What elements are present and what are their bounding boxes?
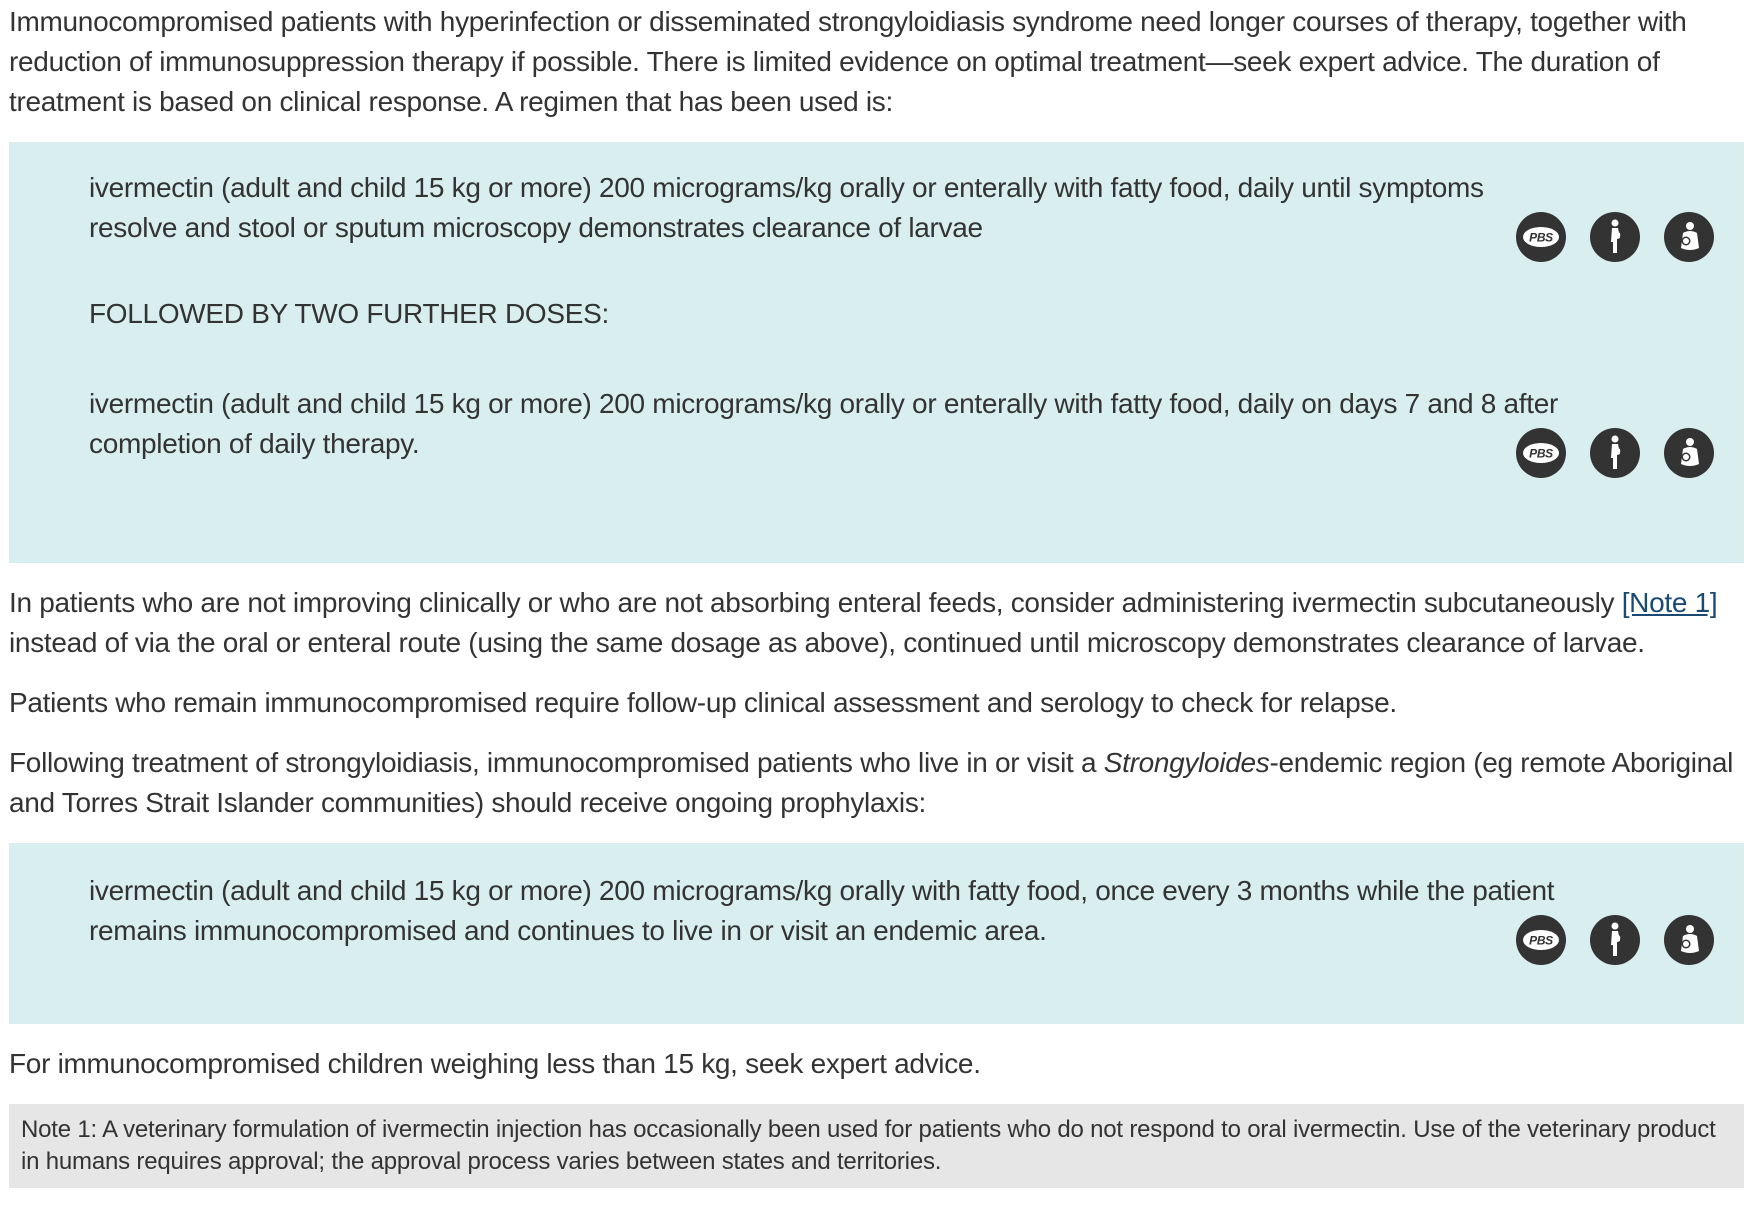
pbs-icon-label: PBS xyxy=(1529,446,1553,461)
note-1-link[interactable]: [Note 1] xyxy=(1621,587,1718,618)
note-1-text: Note 1: A veterinary formulation of ivermectin injection has occasionally been used for patients who do not respond to oral ivermectin. Use of the veterinary product in humans requires approval; the approval process varies between states and territories. xyxy=(21,1116,1716,1175)
subcutaneous-paragraph xyxy=(9,583,1744,663)
subcutaneous-text-end: instead of via the oral or enteral route (using the same dosage as above), continued until microscopy demonstrates clearance of larvae. xyxy=(9,627,1645,658)
note-1-box xyxy=(9,1104,1744,1188)
regimen-item-daily: ivermectin (adult and child 15 kg or more) 200 micrograms/kg orally or enterally with fatty food, daily until symptoms resolve and stool or sputum microscopy demonstrates clearance of larvae xyxy=(89,172,1484,243)
followed-by-label: FOLLOWED BY TWO FURTHER DOSES: xyxy=(89,298,609,329)
intro-paragraph: Immunocompromised patients with hyperinfection or disseminated strongyloidiasis syndrome need longer courses of therapy, together with reduction of immunosuppression therapy if possible. There is limited evidence on optimal treatment—seek expert advice. The duration of treatment is based on clinical response. A regimen that has been used is: xyxy=(9,6,1687,117)
regimen-box-prophylaxis xyxy=(9,843,1744,1024)
children-paragraph: For immunocompromised children weighing less than 15 kg, seek expert advice. xyxy=(9,1048,981,1079)
prophylaxis-paragraph xyxy=(9,743,1744,823)
pregnancy-icon[interactable] xyxy=(1590,915,1640,965)
regimen-box-hyperinfection xyxy=(9,142,1744,563)
pbs-icon-label: PBS xyxy=(1529,933,1553,948)
regimen-icons xyxy=(1516,428,1714,478)
breastfeeding-icon[interactable] xyxy=(1664,212,1714,262)
pbs-icon[interactable] xyxy=(1516,915,1566,965)
breastfeeding-icon[interactable] xyxy=(1664,428,1714,478)
prophylaxis-text-end: -endemic region (eg remote Aboriginal and Torres Strait Islander communities) should receive ongoing prophylaxis: xyxy=(9,747,1734,818)
pbs-icon[interactable] xyxy=(1516,212,1566,262)
regimen-item-further-doses: ivermectin (adult and child 15 kg or more) 200 micrograms/kg orally or enterally with fatty food, daily on days 7 and 8 after completion of daily therapy. xyxy=(89,388,1558,459)
guideline-content xyxy=(9,0,1744,1188)
regimen-icons xyxy=(1516,212,1714,262)
pbs-icon-label: PBS xyxy=(1529,230,1553,245)
regimen-icons xyxy=(1516,915,1714,965)
pregnancy-icon[interactable] xyxy=(1590,212,1640,262)
follow-up-paragraph: Patients who remain immunocompromised require follow-up clinical assessment and serology to check for relapse. xyxy=(9,687,1397,718)
strongyloides-italic: Strongyloides xyxy=(1103,747,1270,778)
breastfeeding-icon[interactable] xyxy=(1664,915,1714,965)
pbs-icon[interactable] xyxy=(1516,428,1566,478)
regimen-item-prophylaxis: ivermectin (adult and child 15 kg or more) 200 micrograms/kg orally with fatty food, once every 3 months while the patient remains immunocompromised and continues to live in or visit an endemic area. xyxy=(89,875,1555,946)
subcutaneous-text-start: In patients who are not improving clinically or who are not absorbing enteral feeds, consider administering ivermectin subcutaneously xyxy=(9,587,1622,618)
prophylaxis-text-start: Following treatment of strongyloidiasis, immunocompromised patients who live in or visit a xyxy=(9,747,1104,778)
pregnancy-icon[interactable] xyxy=(1590,428,1640,478)
